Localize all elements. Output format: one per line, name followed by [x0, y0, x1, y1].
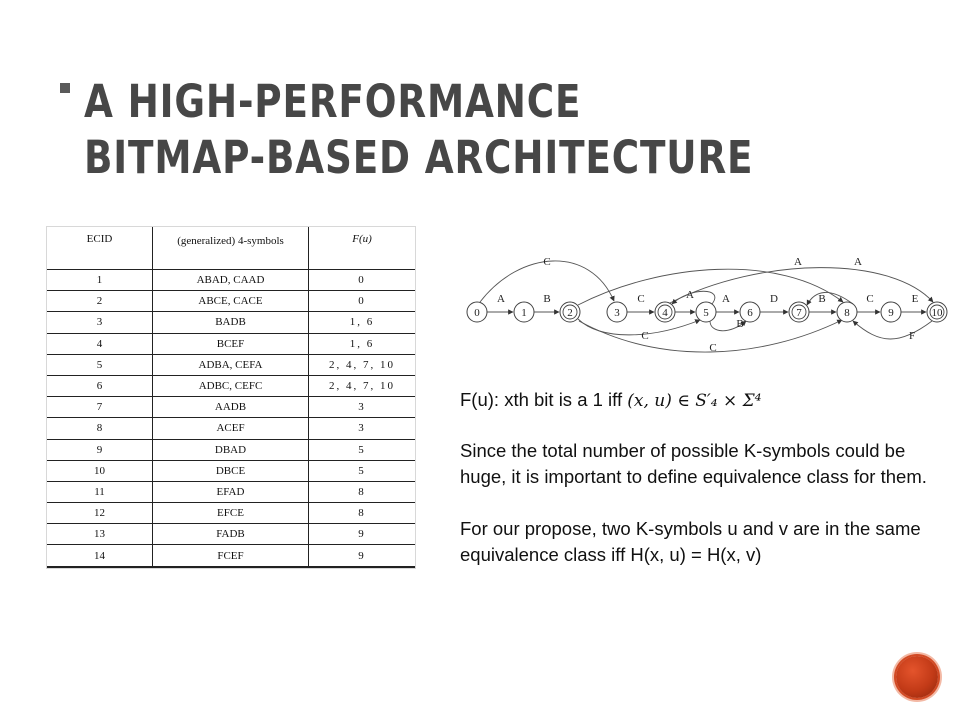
graph-node-label: 9: [888, 307, 894, 319]
graph-node: [927, 302, 947, 322]
slide-content: [460, 387, 938, 568]
slide-title: A HIGH-PERFORMANCE BITMAP-BASED ARCHITECTURE: [84, 75, 754, 184]
graph-node-label: 0: [474, 307, 480, 319]
slide-number-badge: [896, 656, 938, 698]
graph-node: [607, 302, 627, 322]
graph-node: [514, 302, 534, 322]
cell-symbols: BADB: [153, 312, 309, 333]
graph-edge-label: F: [908, 330, 916, 342]
graph-node: [696, 302, 716, 322]
graph-edge-label: A: [686, 289, 694, 301]
table-row: [47, 418, 415, 439]
graph-node-label: 3: [614, 307, 620, 319]
cell-ecid: 6: [47, 375, 153, 396]
cell-symbols: ABAD, CAAD: [153, 270, 309, 291]
graph-edge-label: D: [770, 293, 778, 305]
graph-edge-label: C: [543, 256, 551, 268]
paragraph-definition: For our propose, two K-symbols u and v are in the same equivalence class iff H(x, u) = H(x, v): [460, 518, 921, 565]
graph-edge-label: B: [818, 293, 826, 305]
graph-node-label: 7: [796, 307, 802, 319]
cell-ecid: 5: [47, 354, 153, 375]
cell-ecid: 11: [47, 481, 153, 502]
graph-node-label: 6: [747, 307, 753, 319]
cell-ecid: 7: [47, 397, 153, 418]
table-row: [47, 375, 415, 396]
graph-edge-label: A: [722, 293, 730, 305]
graph-edge-label: C: [641, 330, 649, 342]
graph-node-label: 8: [844, 307, 850, 319]
formula-line: [460, 387, 938, 414]
graph-node-label: 1: [521, 307, 527, 319]
cell-fu: 9: [309, 524, 416, 545]
header-ecid: ECID: [47, 227, 153, 270]
formula-math: (x, u) ∈ S′₄ × Σ⁴: [627, 391, 762, 411]
table-row: [47, 545, 415, 567]
graph-edge-label: B: [736, 318, 744, 330]
table-row: [47, 312, 415, 333]
table-row: [47, 439, 415, 460]
cell-fu: 9: [309, 545, 416, 567]
cell-fu: 8: [309, 503, 416, 524]
graph-node: [881, 302, 901, 322]
cell-ecid: 12: [47, 503, 153, 524]
equivalence-class-table: [47, 227, 415, 568]
cell-symbols: EFAD: [153, 481, 309, 502]
cell-symbols: DBAD: [153, 439, 309, 460]
graph-edge-label: C: [709, 342, 717, 354]
table-row: [47, 291, 415, 312]
graph-node-label: 2: [567, 307, 573, 319]
graph-node: [655, 302, 675, 322]
title-bullet: [60, 83, 70, 93]
graph-node: [837, 302, 857, 322]
graph-edge-label: A: [497, 293, 505, 305]
graph-node: [560, 302, 580, 322]
cell-fu: 5: [309, 460, 416, 481]
cell-symbols: FADB: [153, 524, 309, 545]
cell-ecid: 9: [47, 439, 153, 460]
cell-fu: 8: [309, 481, 416, 502]
graph-node: [789, 302, 809, 322]
graph-node: [467, 302, 487, 322]
graph-edge: [578, 269, 843, 305]
cell-fu: 3: [309, 397, 416, 418]
graph-edge-label: C: [637, 293, 645, 305]
graph-edge-label: A: [854, 256, 862, 268]
cell-fu: 5: [309, 439, 416, 460]
table-header-row: [47, 227, 415, 270]
table-row: [47, 397, 415, 418]
cell-fu: 0: [309, 291, 416, 312]
cell-fu: 0: [309, 270, 416, 291]
cell-ecid: 3: [47, 312, 153, 333]
cell-symbols: DBCE: [153, 460, 309, 481]
header-symbols: (generalized) 4-symbols: [153, 227, 309, 270]
cell-fu: 1, 6: [309, 312, 416, 333]
cell-symbols: EFCE: [153, 503, 309, 524]
graph-edge-label: C: [866, 293, 874, 305]
formula-prefix: F(u): xth bit is a 1 iff: [460, 389, 628, 410]
graph-edge: [578, 319, 700, 335]
table-row: [47, 354, 415, 375]
cell-ecid: 13: [47, 524, 153, 545]
cell-symbols: FCEF: [153, 545, 309, 567]
cell-ecid: 14: [47, 545, 153, 567]
table-body: [47, 270, 415, 568]
graph-edge: [853, 321, 932, 339]
cell-symbols: ADBC, CEFC: [153, 375, 309, 396]
cell-fu: 1, 6: [309, 333, 416, 354]
equivalence-class-table-image: [46, 226, 416, 569]
table-row: [47, 503, 415, 524]
cell-ecid: 2: [47, 291, 153, 312]
cell-symbols: AADB: [153, 397, 309, 418]
cell-ecid: 1: [47, 270, 153, 291]
cell-symbols: ACEF: [153, 418, 309, 439]
paragraph-equivalence: Since the total number of possible K-symbols could be huge, it is important to define equivalence class for them.: [460, 440, 927, 487]
cell-symbols: ADBA, CEFA: [153, 354, 309, 375]
cell-symbols: BCEF: [153, 333, 309, 354]
graph-node-label: 4: [662, 307, 668, 319]
cell-fu: 2, 4, 7, 10: [309, 354, 416, 375]
graph-edge-label: E: [911, 293, 919, 305]
table-row: [47, 270, 415, 291]
graph-edge-label: A: [794, 256, 802, 268]
cell-ecid: 4: [47, 333, 153, 354]
automaton-diagram: [460, 245, 955, 365]
cell-symbols: ABCE, CACE: [153, 291, 309, 312]
table-row: [47, 460, 415, 481]
header-fu: F(u): [309, 227, 416, 270]
graph-edge: [670, 268, 933, 303]
cell-fu: 2, 4, 7, 10: [309, 375, 416, 396]
cell-fu: 3: [309, 418, 416, 439]
graph-node-label: 10: [931, 307, 943, 319]
table-row: [47, 524, 415, 545]
cell-ecid: 10: [47, 460, 153, 481]
graph-node-label: 5: [703, 307, 709, 319]
table-row: [47, 481, 415, 502]
table-row: [47, 333, 415, 354]
cell-ecid: 8: [47, 418, 153, 439]
graph-edge-label: B: [543, 293, 551, 305]
